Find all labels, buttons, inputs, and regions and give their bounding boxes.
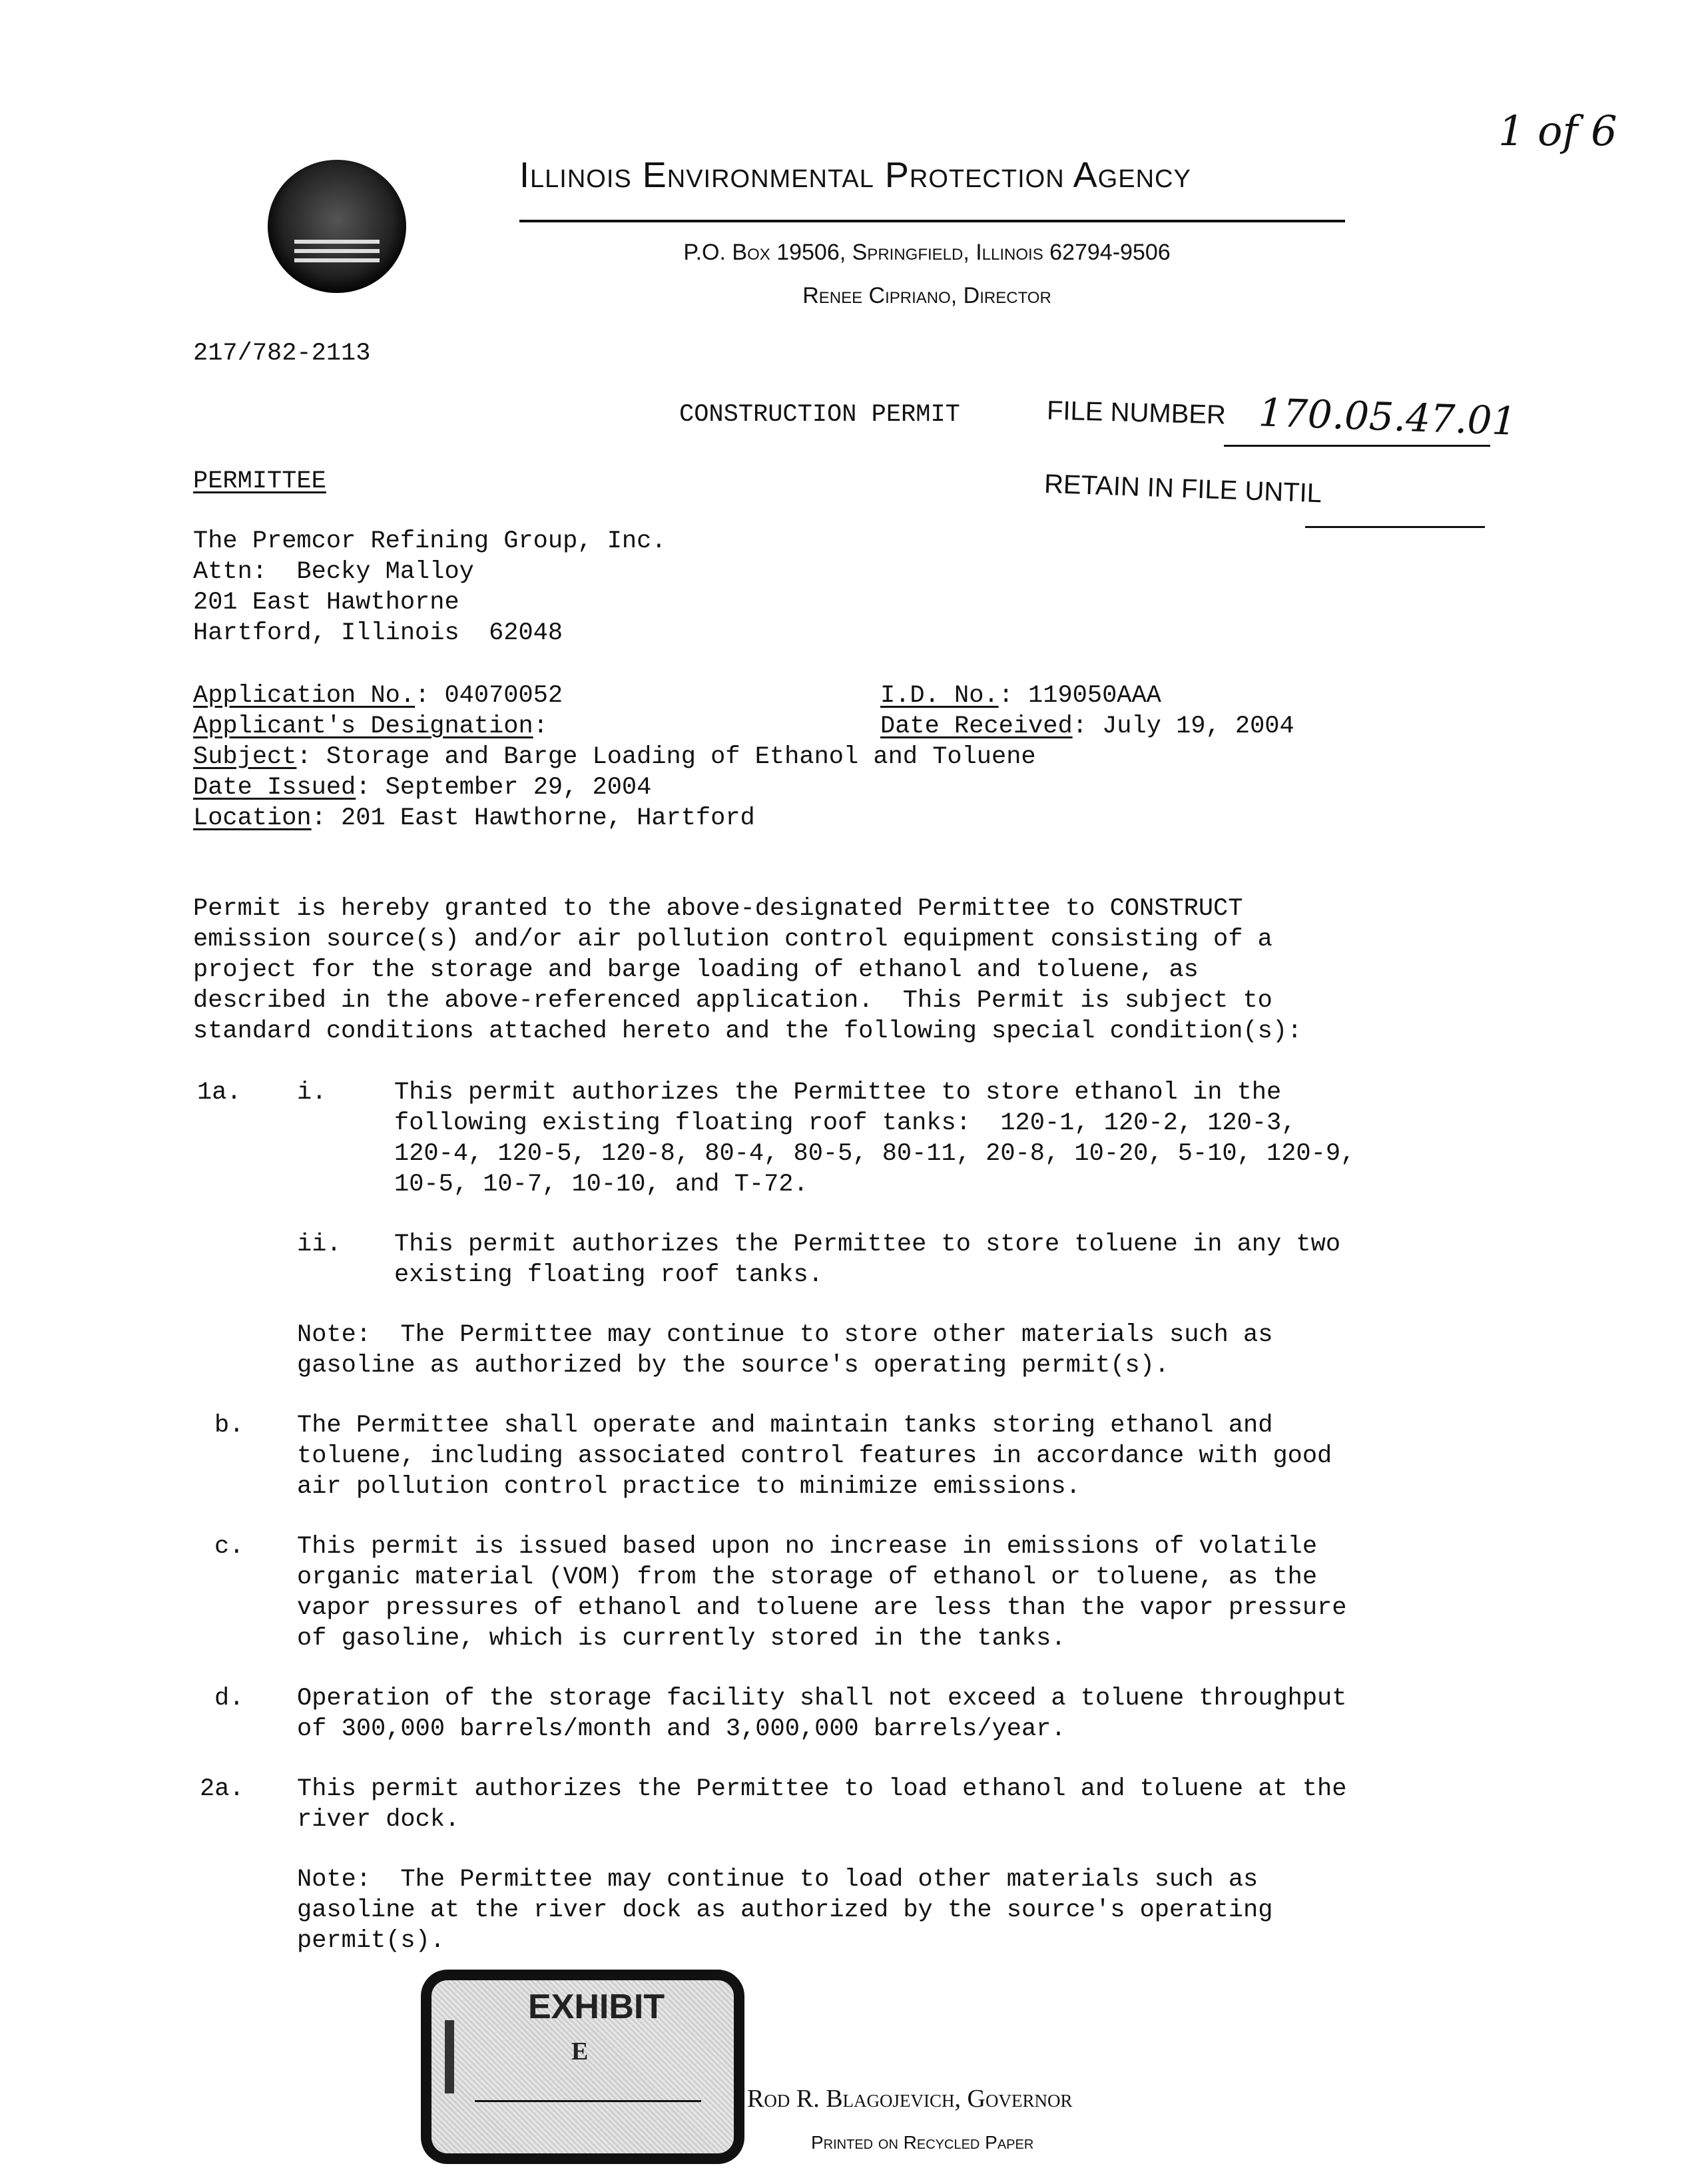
permittee-street: 201 East Hawthorne — [193, 589, 459, 617]
condition-1d-text: Operation of the storage facility shall not exceed a toluene throughput of 300,000 barrels/month and 3,000,000 barrels/year. — [297, 1685, 1347, 1743]
application-no-value: : 04070052 — [415, 682, 563, 710]
applicant-designation — [193, 711, 548, 742]
condition-1a-ii-text: This permit authorizes the Permittee to store toluene in any two existing floating roof tanks. — [394, 1230, 1341, 1289]
location — [193, 803, 755, 834]
id-no-value: : 119050AAA — [998, 682, 1161, 710]
file-number-handwritten: 170.05.47.01 — [1257, 390, 1518, 444]
file-number-underline — [1224, 445, 1490, 447]
condition-1c-number: c. — [214, 1533, 244, 1561]
date-received-label: Date Received — [880, 712, 1073, 740]
id-no — [880, 681, 1161, 711]
condition-1a-i-number: i. — [297, 1079, 327, 1107]
recycled-paper-line: Printed on Recycled Paper — [811, 2132, 1034, 2153]
retain-label: RETAIN IN FILE UNTIL — [1043, 469, 1322, 509]
agency-name: Illinois Environmental Protection Agency — [519, 155, 1191, 195]
condition-1a-note: Note: The Permittee may continue to store other materials such as gasoline as authorized by the source's operating permit(s). — [297, 1321, 1273, 1380]
date-issued — [193, 772, 651, 803]
exhibit-stamp-title: EXHIBIT — [528, 1988, 665, 2026]
stamp-side-bar — [445, 2020, 454, 2093]
condition-1c-text: This permit is issued based upon no increase in emissions of volatile organic material (VOM) from the storage of ethanol or toluene, as the vapor pressures of ethanol and toluene are less than the vapor pressure of gasoline, which is currently stored in the tanks. — [297, 1533, 1347, 1653]
id-no-label: I.D. No. — [880, 682, 999, 710]
exhibit-stamp-line — [475, 2100, 701, 2102]
exhibit-stamp — [421, 1970, 744, 2164]
permittee-name: The Premcor Refining Group, Inc. — [193, 527, 667, 555]
condition-1b-text: The Permittee shall operate and maintain tanks storing ethanol and toluene, including associated control features in accordance with good air pollution control practice to minimize emissions. — [297, 1412, 1332, 1501]
retain-underline — [1305, 526, 1485, 528]
permit-type: CONSTRUCTION PERMIT — [679, 401, 960, 429]
location-label: Location — [193, 804, 312, 832]
agency-address: P.O. Box 19506, Springfield, Illinois 62794-9506 — [683, 240, 1171, 265]
agency-seal-logo — [268, 160, 406, 293]
condition-1a-ii-number: ii. — [297, 1230, 342, 1258]
file-number-label: FILE NUMBER — [1046, 396, 1227, 430]
page-count-handwritten: 1 of 6 — [1498, 107, 1617, 155]
subject-value: : Storage and Barge Loading of Ethanol and Toluene — [296, 743, 1036, 771]
condition-2a-number: 2a. — [200, 1775, 244, 1803]
condition-1d-number: d. — [214, 1685, 244, 1713]
application-no-label: Application No. — [193, 682, 416, 710]
designation-label: Applicant's Designation — [193, 712, 533, 740]
date-received-value: : July 19, 2004 — [1072, 712, 1294, 740]
phone-number: 217/782-2113 — [193, 340, 371, 368]
exhibit-stamp-letter: E — [571, 2038, 589, 2065]
permittee-heading: PERMITTEE — [193, 467, 326, 495]
condition-1b-number: b. — [214, 1412, 244, 1440]
condition-2a-text: This permit authorizes the Permittee to load ethanol and toluene at the river dock. — [297, 1775, 1347, 1834]
permit-intro-paragraph: Permit is hereby granted to the above-designated Permittee to CONSTRUCT emission source(s) and/or air pollution control equipment consisting of a project for the storage and barge loading of ethanol and toluene, as described in the above-referenced application. This Permit is subject to standard conditions attached hereto and the following special condition(s): — [193, 895, 1302, 1045]
permittee-city: Hartford, Illinois 62048 — [193, 619, 563, 647]
condition-2a-note: Note: The Permittee may continue to load other materials such as gasoline at the river dock as authorized by the source's operating permit(s). — [297, 1866, 1273, 1955]
subject-label: Subject — [193, 743, 297, 771]
date-issued-value: : September 29, 2004 — [356, 774, 652, 802]
location-value: : 201 East Hawthorne, Hartford — [311, 804, 755, 832]
governor-line: Rod R. Blagojevich, Governor — [747, 2085, 1073, 2113]
application-no — [193, 681, 563, 711]
condition-1a-number: 1a. — [197, 1079, 242, 1107]
date-received — [880, 711, 1294, 742]
letterhead-rule — [519, 220, 1345, 222]
date-issued-label: Date Issued — [193, 774, 356, 802]
agency-director: Renee Cipriano, Director — [802, 283, 1051, 308]
designation-value: : — [533, 712, 548, 740]
permittee-attn: Attn: Becky Malloy — [193, 558, 474, 586]
condition-1a-i-text: This permit authorizes the Permittee to store ethanol in the following existing floating roof tanks: 120-1, 120-2, 120-3, 120-4, 120-5, 120-8, 80-4, 80-5, 80-11, 20-8, 10-20, 5-10, 120-9, 10-5, 10-7, 10-10, and T-72. — [394, 1079, 1356, 1199]
subject — [193, 742, 1036, 772]
